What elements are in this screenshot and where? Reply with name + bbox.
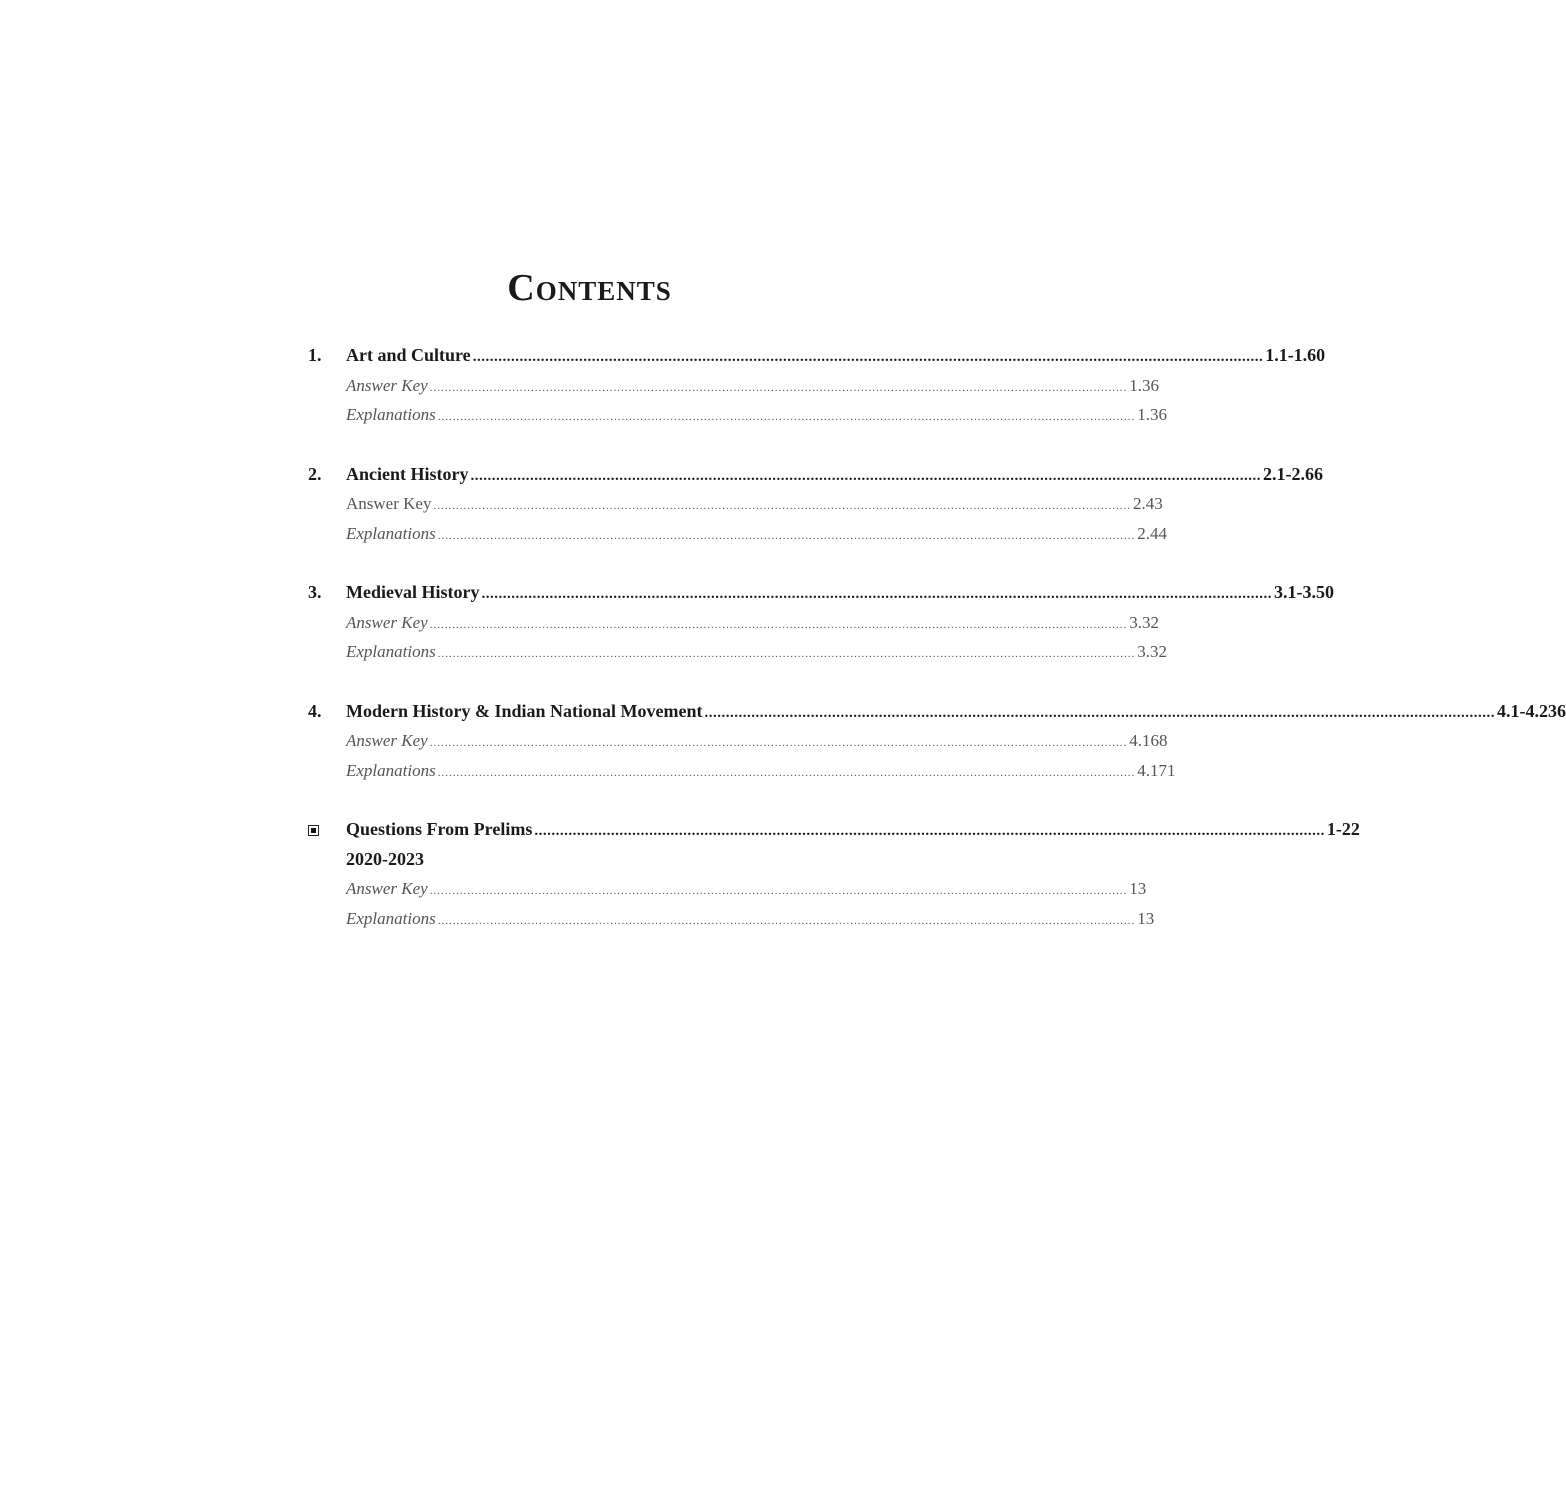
subentry-label: Explanations — [346, 405, 436, 424]
toc-subentry-answer-key[interactable] — [308, 371, 1159, 401]
toc-subentry-answer-key[interactable] — [308, 726, 1168, 756]
section-title: Medieval History — [346, 582, 480, 602]
toc-entry-modern-history[interactable] — [308, 697, 1566, 727]
toc-subentry-explanations[interactable] — [308, 904, 1155, 934]
page-number: 3.32 — [1129, 612, 1159, 632]
dot-leader: .......................................................................................................................................................................................... — [429, 885, 1128, 897]
toc-section-prelims — [308, 815, 1360, 933]
dot-leader: .......................................................................................................................................................................................... — [470, 467, 1261, 484]
toc-subentry-explanations[interactable] — [308, 519, 1167, 549]
page-number: 2.44 — [1137, 523, 1167, 543]
toc-subentry-explanations[interactable] — [308, 637, 1167, 667]
section-title-line2: 2020-2023 — [346, 848, 424, 869]
subentry-label: Explanations — [346, 642, 436, 661]
dot-leader: .......................................................................................................................................................................................... — [437, 914, 1136, 927]
toc-section-modern-history — [308, 697, 1566, 786]
dot-leader: .......................................................................................................................................................................................... — [437, 766, 1136, 779]
table-of-contents — [308, 341, 1566, 963]
toc-subentry-answer-key[interactable] — [308, 608, 1159, 638]
page-range: 1.1-1.60 — [1265, 345, 1326, 365]
page-number: 2.43 — [1132, 494, 1163, 513]
page-range: 4.1-4.236 — [1496, 700, 1566, 721]
subentry-label: Answer Key — [346, 494, 432, 513]
toc-section-art-and-culture — [308, 341, 1326, 430]
dot-leader: .......................................................................................................................................................................................... — [429, 618, 1128, 631]
toc-subentry-explanations[interactable] — [308, 756, 1176, 786]
section-title: Art and Culture — [346, 345, 471, 365]
section-number: 2. — [308, 463, 322, 484]
toc-entry-ancient-history[interactable] — [308, 460, 1323, 490]
toc-subentry-answer-key[interactable] — [308, 874, 1147, 904]
dot-leader: .......................................................................................................................................................................................... — [437, 411, 1136, 423]
dot-leader: .......................................................................................................................................................................................... — [534, 823, 1325, 839]
section-number: 1. — [308, 345, 322, 365]
section-title: Questions From Prelims — [346, 819, 533, 839]
toc-subentry-explanations[interactable] — [308, 400, 1167, 430]
toc-entry-medieval-history[interactable] — [308, 578, 1334, 608]
section-title: Ancient History — [346, 463, 469, 484]
section-number: 3. — [308, 582, 322, 602]
subentry-label: Answer Key — [346, 375, 428, 395]
page-number: 4.171 — [1137, 760, 1176, 780]
toc-entry-questions-from-prelims[interactable] — [308, 815, 1360, 845]
subentry-label: Explanations — [346, 523, 436, 543]
dot-leader: .......................................................................................................................................................................................... — [437, 529, 1136, 542]
page-range: 2.1-2.66 — [1262, 463, 1323, 484]
page-range: 1-22 — [1326, 819, 1360, 839]
subentry-label: Explanations — [346, 760, 436, 780]
page-title: Contents — [507, 267, 672, 309]
toc-section-medieval-history — [308, 578, 1334, 667]
page-number: 4.168 — [1129, 731, 1168, 750]
toc-entry-title-continuation — [308, 845, 868, 875]
section-number: 4. — [308, 700, 322, 721]
section-title: Modern History & Indian National Movement — [346, 700, 703, 721]
toc-section-ancient-history — [308, 460, 1323, 549]
subentry-label: Answer Key — [346, 879, 428, 898]
toc-subentry-answer-key[interactable] — [308, 489, 1163, 519]
page-number: 13 — [1137, 908, 1155, 928]
dot-leader: .......................................................................................................................................................................................... — [429, 381, 1128, 394]
page-range: 3.1-3.50 — [1273, 582, 1334, 602]
dot-leader: .......................................................................................................................................................................................... — [437, 648, 1136, 660]
page-number: 1.36 — [1137, 405, 1167, 424]
toc-entry-art-and-culture[interactable] — [308, 341, 1326, 371]
dot-leader: .......................................................................................................................................................................................... — [481, 586, 1272, 602]
subentry-label: Answer Key — [346, 731, 428, 750]
dot-leader: .......................................................................................................................................................................................... — [429, 737, 1128, 749]
page-number: 3.32 — [1137, 642, 1167, 661]
page-number: 1.36 — [1129, 375, 1159, 395]
square-bullet-icon — [308, 815, 319, 845]
subentry-label: Answer Key — [346, 612, 428, 632]
page-number: 13 — [1129, 879, 1147, 898]
subentry-label: Explanations — [346, 908, 436, 928]
dot-leader: .......................................................................................................................................................................................... — [472, 349, 1264, 365]
dot-leader: .......................................................................................................................................................................................... — [704, 704, 1495, 721]
dot-leader: .......................................................................................................................................................................................... — [433, 500, 1131, 512]
